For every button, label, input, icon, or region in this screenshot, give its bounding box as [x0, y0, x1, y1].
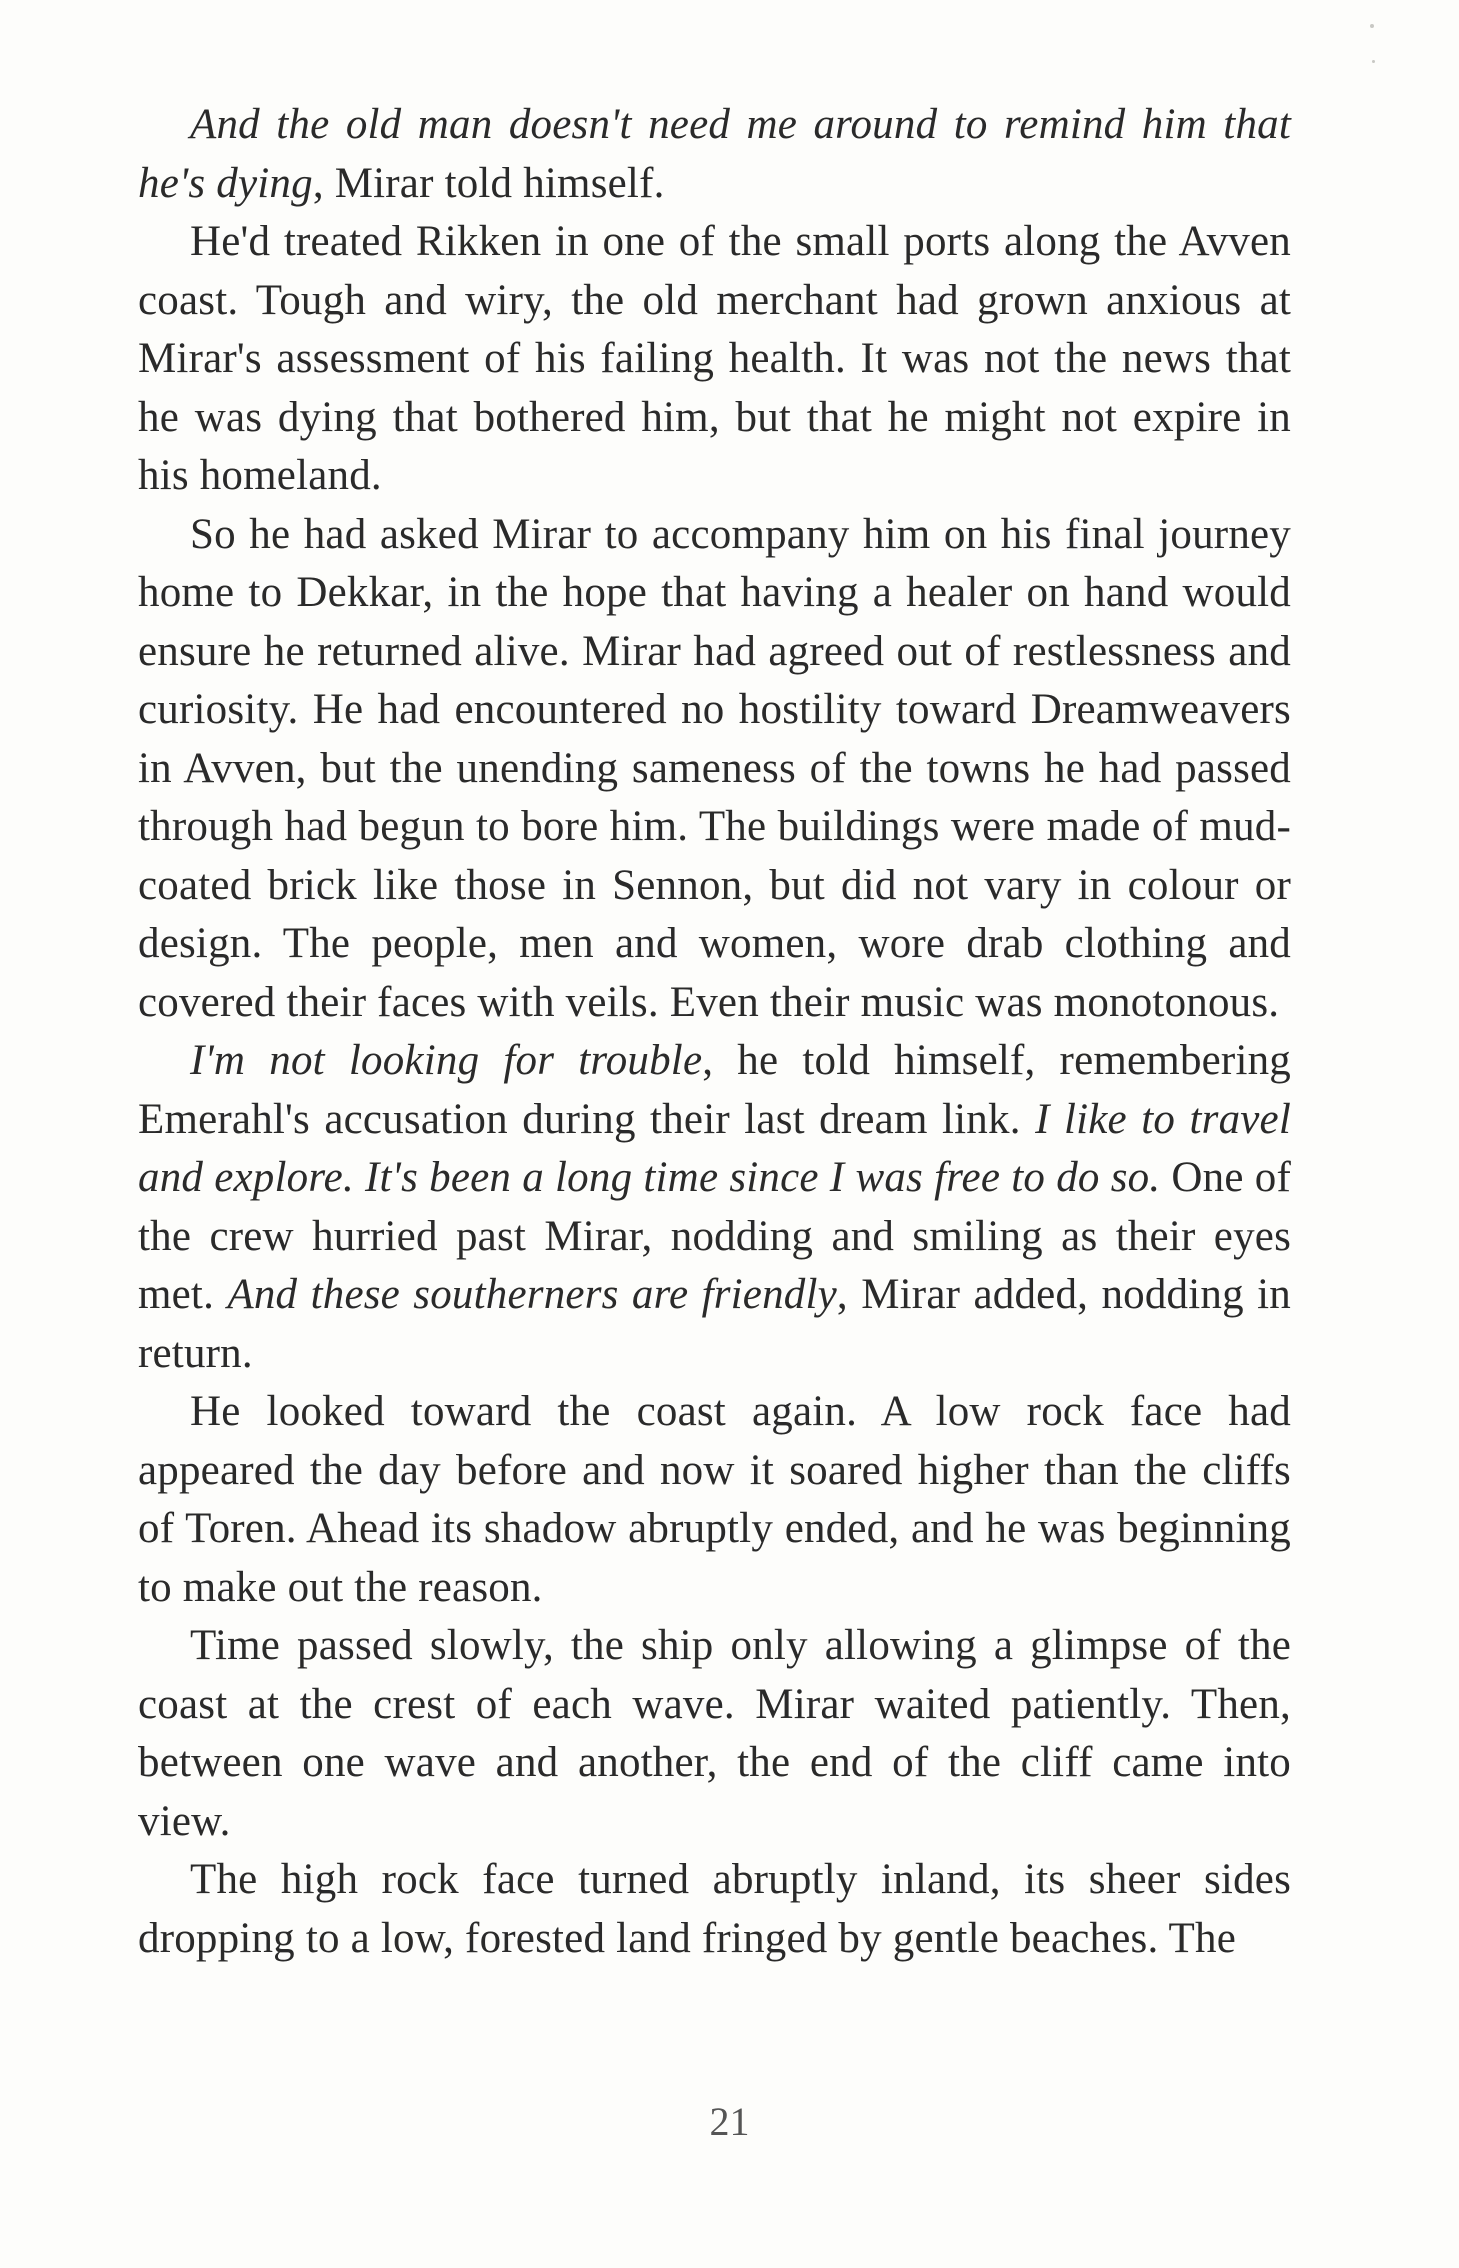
- text-run: The high rock face turned abruptly inland, its sheer sides dropping to a low, forested land fringed by gentle beaches. The: [138, 1856, 1291, 1962]
- text-run: , Mirar added, nodding in return.: [138, 1271, 1291, 1377]
- text-run: , Mirar told himself.: [312, 159, 665, 207]
- text-run: He'd treated Rikken in one of the small ports along the Avven coast. Tough and wiry, the old merchant had grown anxious at Mirar's assessment of his failing health. It was not the news that he was dying that bothered him, but that he might not expire in his homeland.: [138, 218, 1291, 499]
- paragraph: [138, 1383, 1291, 1617]
- text-run: So he had asked Mirar to accompany him on his final journey home to Dekkar, in the hope that having a healer on hand would ensure he returned alive. Mirar had agreed out of restlessness and curiosity. He had encountered no hostility toward Dreamweavers in Avven, but the unending sameness of the towns he had passed through had begun to bore him. The buildings were made of mud-coated brick like those in Sennon, but did not vary in colour or design. The people, men and women, wore drab clothing and covered their faces with veils. Even their music was monotonous.: [138, 510, 1291, 1026]
- italic-text-run: I like to travel and explore. It's been a long time since I was free to do so.: [138, 1095, 1291, 1201]
- text-run: , he told himself, remembering Emerahl's accusation during their last dream link.: [138, 1037, 1291, 1143]
- italic-text-run: And the old man doesn't need me around to remind him that he's dying: [138, 101, 1291, 207]
- page-number: 21: [709, 2099, 750, 2144]
- paragraph: [138, 213, 1291, 506]
- paragraph: [138, 506, 1291, 1033]
- italic-text-run: And these southerners are friendly: [227, 1271, 837, 1318]
- paragraph: [138, 1617, 1291, 1851]
- paragraph: [138, 1032, 1291, 1383]
- scan-mark: [1370, 24, 1374, 28]
- scan-mark: [1372, 60, 1375, 63]
- text-run: Time passed slowly, the ship only allowing a glimpse of the coast at the crest of each wave. Mirar waited patiently. Then, between one wave and another, the end of the cliff came into view.: [138, 1622, 1291, 1845]
- paragraph: [138, 96, 1291, 213]
- paragraph: [138, 1851, 1291, 1968]
- text-run: One of the crew hurried past Mirar, nodding and smiling as their eyes met.: [138, 1154, 1291, 1318]
- italic-text-run: I'm not looking for trouble: [190, 1037, 703, 1084]
- body-text: [138, 96, 1291, 1968]
- text-run: He looked toward the coast again. A low rock face had appeared the day before and now it soared higher than the cliffs of Toren. Ahead its shadow abruptly ended, and he was beginning to make out the reason.: [138, 1388, 1291, 1611]
